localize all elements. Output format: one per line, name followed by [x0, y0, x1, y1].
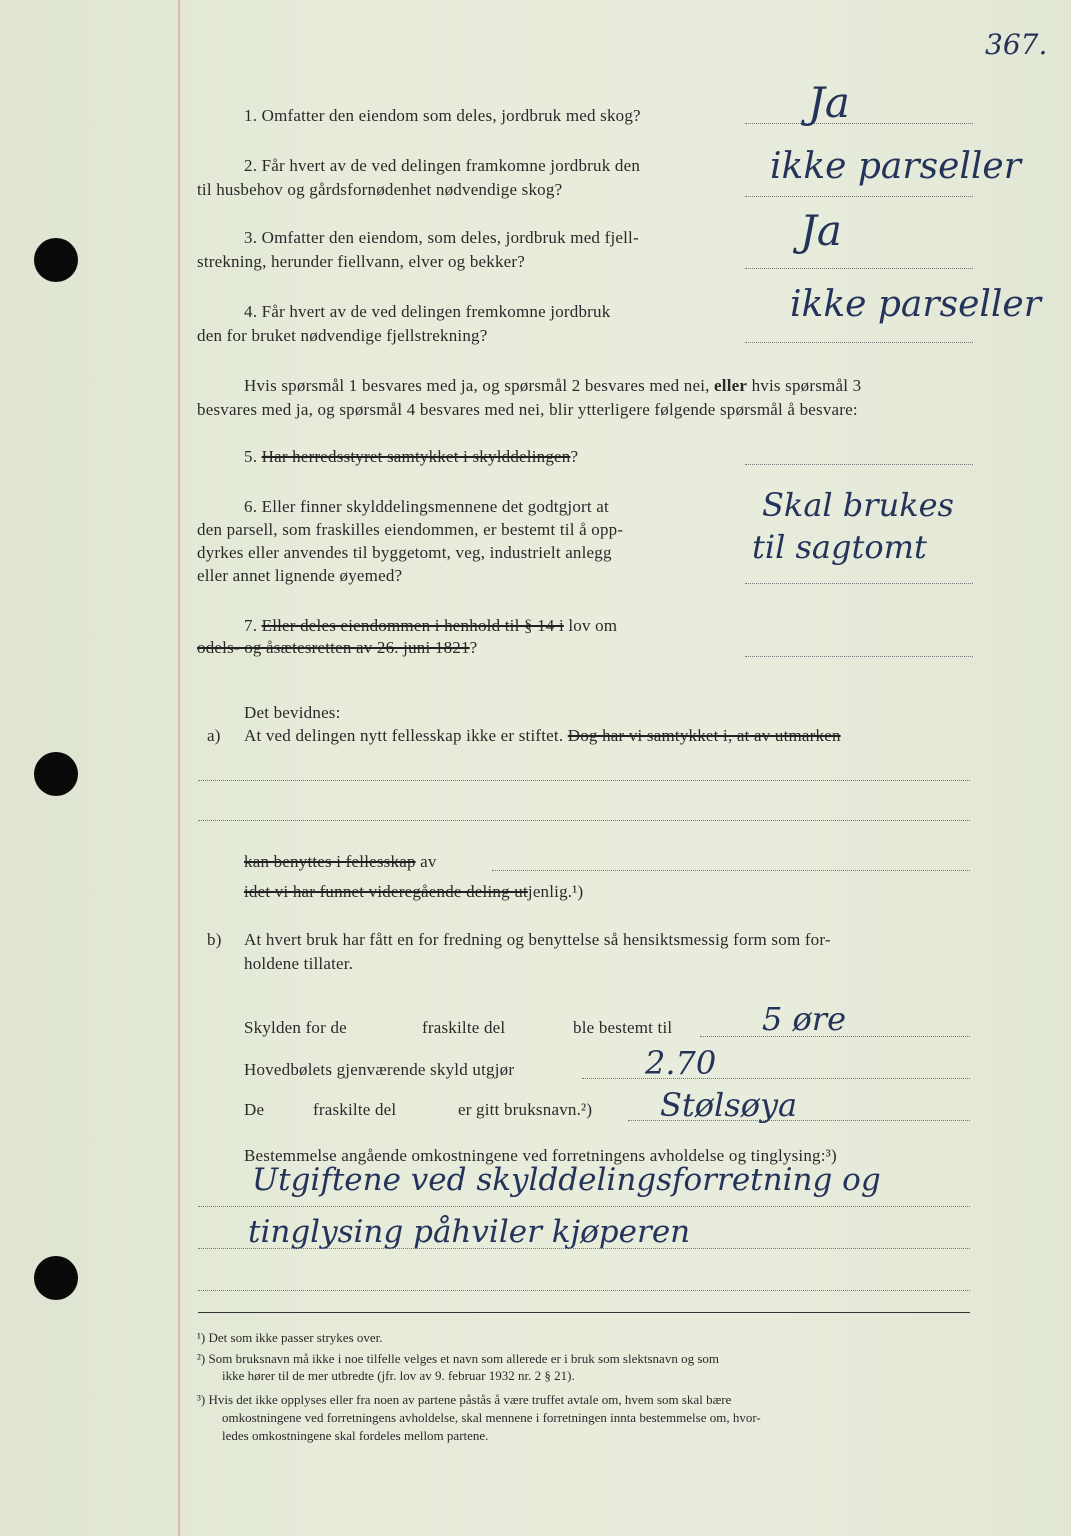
punch-hole	[34, 752, 78, 796]
cost-label: Bestemmelse angående omkostningene ved forretningens avholdelse og tinglysing:³)	[244, 1146, 837, 1165]
question-6-line2: den parsell, som fraskilles eiendommen, er bestemt til å opp-	[197, 520, 624, 539]
footnote-rule	[198, 1312, 970, 1313]
question-5: 5. Har herredsstyret samtykket i skylddelingen?	[244, 447, 579, 466]
footnote-1: ¹) Det som ikke passer strykes over.	[197, 1330, 383, 1345]
question-6-line1: 6. Eller finner skylddelingsmennene det godtgjort at	[244, 497, 609, 516]
punch-hole	[34, 238, 78, 282]
blank-line	[198, 1290, 970, 1291]
answer-6-line2: til sagtomt	[752, 528, 927, 566]
answer-line	[198, 1248, 970, 1249]
cost-answer-line2: tinglysing påhviler kjøperen	[248, 1214, 691, 1250]
cost-answer-line1: Utgiftene ved skylddelingsforretning og	[252, 1162, 881, 1198]
question-6-line4: eller annet lignende øyemed?	[197, 566, 403, 585]
certify-b-line1: At hvert bruk har fått en for fredning og benyttelse så hensiktsmessig form som for-	[244, 930, 831, 949]
question-3-line2: strekning, herunder fiellvann, elver og bekker?	[197, 252, 526, 271]
answer-line	[745, 268, 973, 269]
question-7-line1: 7. Eller deles eiendommen i henhold til § 14 i lov om	[244, 616, 618, 635]
answer-4: ikke parseller	[790, 284, 1041, 325]
answer-line	[745, 656, 973, 657]
skyld-answer-1: 5 øre	[762, 1000, 847, 1038]
answer-3: Ja	[800, 206, 842, 255]
footnote-3-cont: omkostningene ved forretningens avholdelse, skal mennene i forretningen innta bestemmelse om, hvor-	[222, 1410, 761, 1425]
answer-line	[198, 1206, 970, 1207]
certify-b-label: b)	[207, 930, 222, 949]
skyld-row3-a: De	[244, 1100, 265, 1119]
margin-line	[178, 0, 180, 1536]
skyld-row1-a: Skylden for de	[244, 1018, 347, 1037]
answer-line	[745, 583, 973, 584]
skyld-row1-c: ble bestemt til	[573, 1018, 673, 1037]
skyld-answer-3: Stølsøya	[660, 1086, 798, 1124]
certify-a-line2: kan benyttes i fellesskap av	[244, 852, 437, 871]
question-3-line1: 3. Omfatter den eiendom, som deles, jordbruk med fjell-	[244, 228, 639, 247]
skyld-answer-2: 2.70	[645, 1044, 717, 1082]
skyld-row3-c: er gitt bruksnavn.²)	[458, 1100, 593, 1119]
footnote-2-cont: ikke hører til de mer utbredte (jfr. lov av 9. februar 1932 nr. 2 § 21).	[222, 1368, 575, 1383]
answer-line	[582, 1078, 970, 1079]
question-7-line2: odels- og åsætesretten av 26. juni 1821?	[197, 638, 478, 657]
skyld-row1-b: fraskilte del	[422, 1018, 506, 1037]
answer-6-line1: Skal brukes	[762, 486, 954, 524]
question-4-line2: den for bruket nødvendige fjellstrekning?	[197, 326, 488, 345]
punch-hole	[34, 1256, 78, 1300]
footnote-2: ²) Som bruksnavn må ikke i noe tilfelle velges et navn som allerede er i bruk som slektsnavn og som	[197, 1351, 719, 1366]
answer-line	[745, 342, 973, 343]
certify-heading: Det bevidnes:	[244, 703, 341, 722]
question-2-line1: 2. Får hvert av de ved delingen framkomne jordbruk den	[244, 156, 641, 175]
conditional-line1: Hvis spørsmål 1 besvares med ja, og spørsmål 2 besvares med nei, eller hvis spørsmål 3	[244, 376, 862, 395]
certify-a-line3: idet vi har funnet videregående deling utjenlig.¹)	[244, 882, 584, 901]
answer-line	[745, 196, 973, 197]
answer-line	[745, 464, 973, 465]
page-number: 367.	[985, 28, 1048, 61]
footnote-3-cont: ledes omkostningene skal fordeles mellom partene.	[222, 1428, 489, 1443]
question-6-line3: dyrkes eller anvendes til byggetomt, veg, industrielt anlegg	[197, 543, 612, 562]
blank-line	[492, 870, 970, 871]
question-2-line2: til husbehov og gårdsfornødenhet nødvendige skog?	[197, 180, 563, 199]
answer-line	[745, 123, 973, 124]
conditional-line2: besvares med ja, og spørsmål 4 besvares med nei, blir ytterligere følgende spørsmål å besvare:	[197, 400, 858, 419]
blank-line	[198, 780, 970, 781]
blank-line	[198, 820, 970, 821]
footnote-3: ³) Hvis det ikke opplyses eller fra noen av partene påstås å være truffet avtale om, hvem som skal bære	[197, 1392, 732, 1407]
certify-a-line1: At ved delingen nytt fellesskap ikke er stiftet. Dog har vi samtykket i, at av utmarken	[244, 726, 841, 745]
skyld-row2: Hovedbølets gjenværende skyld utgjør	[244, 1060, 515, 1079]
answer-2: ikke parseller	[770, 146, 1021, 187]
answer-1: Ja	[808, 78, 850, 127]
certify-b-line2: holdene tillater.	[244, 954, 354, 973]
certify-a-label: a)	[207, 726, 221, 745]
question-1: 1. Omfatter den eiendom som deles, jordbruk med skog?	[244, 106, 641, 125]
question-4-line1: 4. Får hvert av de ved delingen fremkomne jordbruk	[244, 302, 611, 321]
skyld-row3-b: fraskilte del	[313, 1100, 397, 1119]
